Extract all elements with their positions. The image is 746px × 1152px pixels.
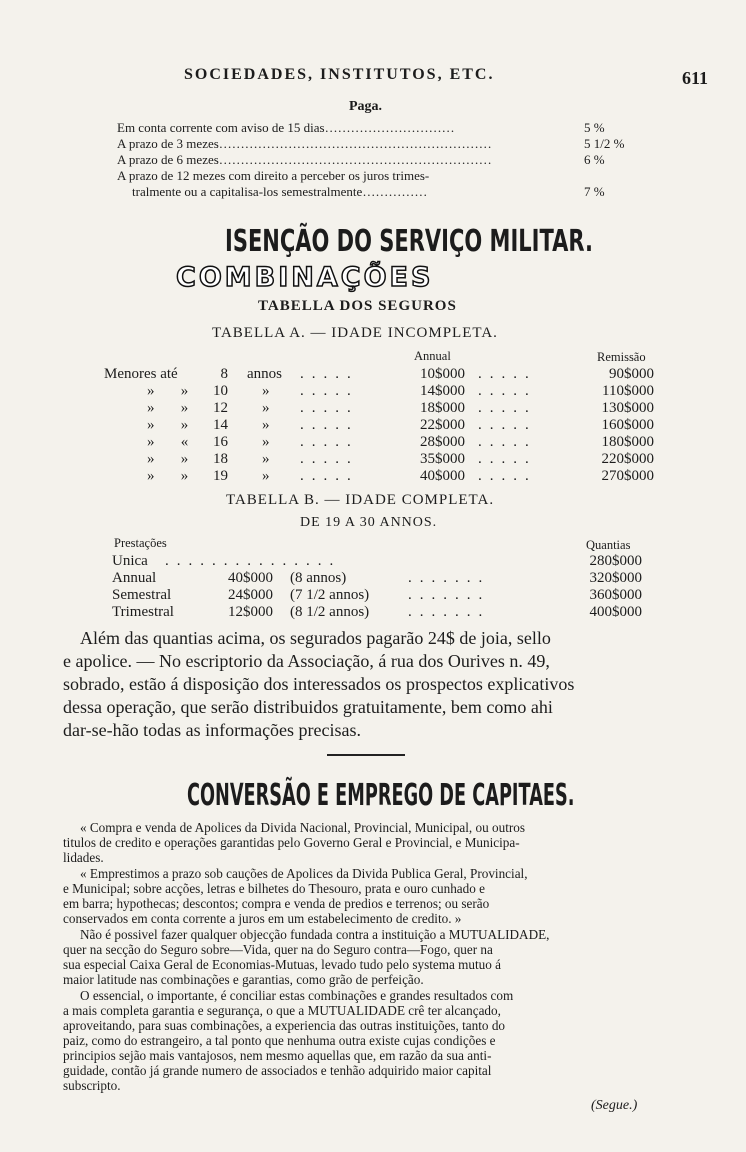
body-line: lidades.: [63, 850, 104, 865]
paga-heading: Paga.: [349, 99, 383, 114]
tabela-b-total: 280$000: [589, 553, 642, 569]
tabela-a-unit: »: [262, 417, 270, 433]
tabela-a-annual: 22$000: [420, 417, 465, 433]
body-paragraph-line: Além das quantias acima, os segurados pagarão 24$ de joia, sello: [80, 628, 551, 648]
page-number: 611: [681, 68, 708, 88]
body-line: guidade, contão já grande numero de associados e tenhão adquirido maior capital: [63, 1063, 492, 1078]
tabela-b-name: Trimestral: [112, 604, 174, 620]
tabela-a-remissao: 130$000: [601, 400, 654, 416]
tabela-b-term: (7 1/2 annos): [290, 587, 370, 603]
tabela-a-prefix: » »: [147, 468, 189, 484]
body-line: a mais completa garantia e segurança, o que a MUTUALIDADE crê ter alcançado,: [63, 1003, 501, 1018]
tabela-b-term: (8 annos): [290, 570, 347, 586]
tabela-a-prefix: Menores até: [104, 366, 178, 382]
tabela-a-unit: »: [262, 400, 270, 416]
tabela-b-term: (8 1/2 annos): [290, 604, 370, 620]
tabela-a-prefix: » »: [147, 451, 189, 467]
tabela-a-age: 14: [213, 417, 228, 433]
tabela-a-remissao: 220$000: [601, 451, 654, 467]
tabela-b-range: DE 19 A 30 ANNOS.: [300, 515, 438, 530]
running-header: SOCIEDADES, INSTITUTOS, ETC.: [184, 66, 495, 83]
tabela-a-age: 18: [213, 451, 228, 467]
body-paragraph-line: dar-se-hão todas as informações precisas.: [63, 720, 362, 740]
tabela-a-unit: »: [262, 383, 270, 399]
tabela-a-unit: »: [262, 468, 270, 484]
tabela-a-remissao: 270$000: [601, 468, 654, 484]
tabela-b-amount: 12$000: [228, 604, 273, 620]
document-page: SOCIEDADES, INSTITUTOS, ETC. 611 Paga. Em conta corrente com aviso de 15 dias………………………… 5 % A prazo de 3 mezes……………………………………………………… 5 1/2 % A prazo de 6 mezes……………………………………………………… 6 % A prazo de 12 mezes com direito a perceber os juros trimes- tralmente ou a capitalisa-los semestralmente…………… 7 % ISENÇÃO DO SERVIÇO MILITAR. COMBINAÇÕES TABELLA DOS SEGUROS TABELLA A. — IDADE INCOMPLETA. Annual Remissão Menores até 8 annos ..... 10$000 ..... 90$000 » » 10 » ..... 14$000 ..... 110$000 » » 12 » ..... 18$000 ..... 130$000 » » 14 » ..... 22$000 ..... 160$000 » « 16 » ..... 28$000 ..... 180$000 » » 18 » ..... 35$000 ..... 220$000 » » 19 » ..... 40$000 ..... 270$000 TABELLA B. — IDADE COMPLETA. DE 19 A 30 ANNOS. Prestações Quantias Unica ............... 280$000 Annual 40$000 (8 annos) ....... 320$000 Semestral 24$000 (7 1/2 annos) ....... 360$000 Trimestral 12$000 (8 1/2 annos) ....... 400$000 Além das quantias acima, os segurados pagarão 24$ de joia, sello e apolice. — No escriptorio da Associação, á rua dos Ourives n. 49, sobrado, estão á disposição dos interessados os prospectos explicativos dessa operação, que serão distribuidos gratuitamente, bem como ahi dar-se-hão todas as informações precisas. CONVERSÃO E EMPREGO DE CAPITAES. « Compra e venda de Apolices da Divida Nacional, Provincial, Municipal, ou outros titulos de credito e operações garantidas pelo Governo Geral e Provincial, e Municipa- lidades. « Emprestimos a prazo sob cauções de Apolices da Divida Publica Geral, Provincial, e Municipal; sobre acções, letras e bilhetes do Thesouro, prata e ouro cunhado e em barra; hypothecas; descontos; compra e venda de predios e terrenos; ou serão conservados em conta corrente a juros em um estabelecimento de credito. » Não é possivel fazer qualquer objecção fundada contra a instituição a MUTUALIDADE, quer na secção do Seguro sobre—Vida, quer na do Seguro contra—Fogo, quer na sua especial Caixa Geral de Economias-Mutuas, levado tudo pelo systema mutuo á maior latitude nas combinações e garantias, como grão de perfeição. O essencial, o importante, é conciliar estas combinações e grandes resultados com a mais completa garantia e segurança, o que a MUTUALIDADE crê ter alcançado, aproveitando, para suas combinações, a experiencia das outras instituições, tanto do paiz, como do estrangeiro, a tal ponto que nenhuma outra existe cujas condições e principios sejão mais vantajosos, nem mesmo aquellas que, em razão da sua anti- guidade, contão já grande numero de associados e tenhão adquirido maior capital subscripto. (Segue.): [63, 66, 708, 1113]
tabela-a-label: TABELLA A. — IDADE INCOMPLETA.: [212, 325, 498, 341]
tabela-b-amount: 24$000: [228, 587, 273, 603]
body-line: « Emprestimos a prazo sob cauções de Apolices da Divida Publica Geral, Provincial,: [80, 866, 528, 881]
tabela-b-name: Semestral: [112, 587, 172, 603]
body-line: e Municipal; sobre acções, letras e bilhetes do Thesouro, prata e ouro cunhado e: [63, 881, 485, 896]
body-line: Não é possivel fazer qualquer objecção fundada contra a instituição a MUTUALIDADE,: [80, 927, 550, 942]
tabela-a-unit: »: [262, 434, 270, 450]
tabela-a-age: 8: [220, 366, 228, 382]
divider: [327, 754, 405, 756]
paga-rate: 7 %: [584, 184, 605, 199]
tabela-a-remissao: 180$000: [601, 434, 654, 450]
tabela-b-amount: 40$000: [228, 570, 273, 586]
paga-row: A prazo de 6 mezes………………………………………………………: [117, 152, 492, 167]
tabela-a-annual: 35$000: [420, 451, 465, 467]
tabela-a-annual: 40$000: [420, 468, 465, 484]
tabela-b-name: Annual: [112, 570, 157, 586]
body-line: principios sejão mais vantajosos, nem mesmo aquellas que, em razão da sua anti-: [63, 1048, 492, 1063]
tabela-a-unit: annos: [247, 366, 282, 382]
tabela-b-name: Unica: [112, 553, 148, 569]
tabela-a-prefix: » «: [147, 434, 189, 450]
tabela-a-remissao: 160$000: [601, 417, 654, 433]
body-line: quer na secção do Seguro sobre—Vida, quer na do Seguro contra—Fogo, quer na: [63, 942, 493, 957]
tabela-a-unit: »: [262, 451, 270, 467]
tabela-a-age: 12: [213, 400, 228, 416]
col-quantias: Quantias: [586, 538, 631, 552]
section-subtitle-combinacoes: COMBINAÇÕES: [176, 262, 434, 293]
tabela-a-annual: 28$000: [420, 434, 465, 450]
tabela-b-total: 360$000: [589, 587, 642, 603]
body-line: sua especial Caixa Geral de Economias-Mutuas, levado tudo pelo systema mutuo á: [63, 957, 501, 972]
body-paragraph-line: sobrado, estão á disposição dos interessados os prospectos explicativos: [63, 674, 575, 694]
paga-rate: 5 1/2 %: [584, 136, 625, 151]
body-paragraph-line: e apolice. — No escriptorio da Associação, á rua dos Ourives n. 49,: [63, 651, 550, 671]
tabela-b-label: TABELLA B. — IDADE COMPLETA.: [226, 492, 495, 508]
tabela-a-remissao: 90$000: [609, 366, 654, 382]
body-line: « Compra e venda de Apolices da Divida Nacional, Provincial, Municipal, ou outros: [80, 820, 525, 835]
tabela-a-remissao: 110$000: [602, 383, 654, 399]
table-title: TABELLA DOS SEGUROS: [258, 298, 457, 314]
tabela-a-prefix: » »: [147, 417, 189, 433]
continue-note: (Segue.): [591, 1098, 638, 1113]
paga-rate: 6 %: [584, 152, 605, 167]
col-remissao: Remissão: [597, 350, 646, 364]
body-line: paiz, como do estrangeiro, a tal ponto que nenhuma outra existe cujas condições e: [63, 1033, 496, 1048]
paga-row: A prazo de 3 mezes………………………………………………………: [117, 136, 492, 151]
body-line: conservados em conta corrente a juros em um estabelecimento de credito. »: [63, 911, 462, 926]
paga-row: A prazo de 12 mezes com direito a perceber os juros trimes-: [117, 168, 430, 183]
tabela-a-annual: 14$000: [420, 383, 465, 399]
section-title-military: ISENÇÃO DO SERVIÇO MILITAR.: [225, 224, 593, 259]
tabela-b-total: 320$000: [589, 570, 642, 586]
paga-row: Em conta corrente com aviso de 15 dias…………………………: [117, 120, 455, 135]
tabela-a-age: 10: [213, 383, 228, 399]
tabela-b-total: 400$000: [589, 604, 642, 620]
tabela-a-age: 19: [213, 468, 228, 484]
tabela-a-annual: 10$000: [420, 366, 465, 382]
tabela-a-annual: 18$000: [420, 400, 465, 416]
body-line: aproveitando, para suas combinações, a experiencia das outras instituições, tanto do: [63, 1018, 506, 1033]
body-line: subscripto.: [63, 1078, 121, 1093]
paga-row: tralmente ou a capitalisa-los semestralmente……………: [132, 184, 428, 199]
col-prestacoes: Prestações: [114, 536, 167, 550]
paga-rate: 5 %: [584, 120, 605, 135]
tabela-a-prefix: » »: [147, 383, 189, 399]
body-line: O essencial, o importante, é conciliar estas combinações e grandes resultados com: [80, 988, 514, 1003]
section-title-capitais: CONVERSÃO E EMPREGO DE CAPITAES.: [187, 778, 575, 813]
body-line: titulos de credito e operações garantidas pelo Governo Geral e Provincial, e Municipa-: [63, 835, 520, 850]
body-paragraph-line: dessa operação, que serão distribuidos gratuitamente, bem como ahi: [63, 697, 553, 717]
tabela-a-age: 16: [213, 434, 228, 450]
col-annual: Annual: [414, 349, 451, 363]
body-line: em barra; hypothecas; descontos; compra e venda de predios e terrenos; ou serão: [63, 896, 490, 911]
body-line: maior latitude nas combinações e garantias, como grão de perfeição.: [63, 972, 424, 987]
tabela-a-prefix: » »: [147, 400, 189, 416]
